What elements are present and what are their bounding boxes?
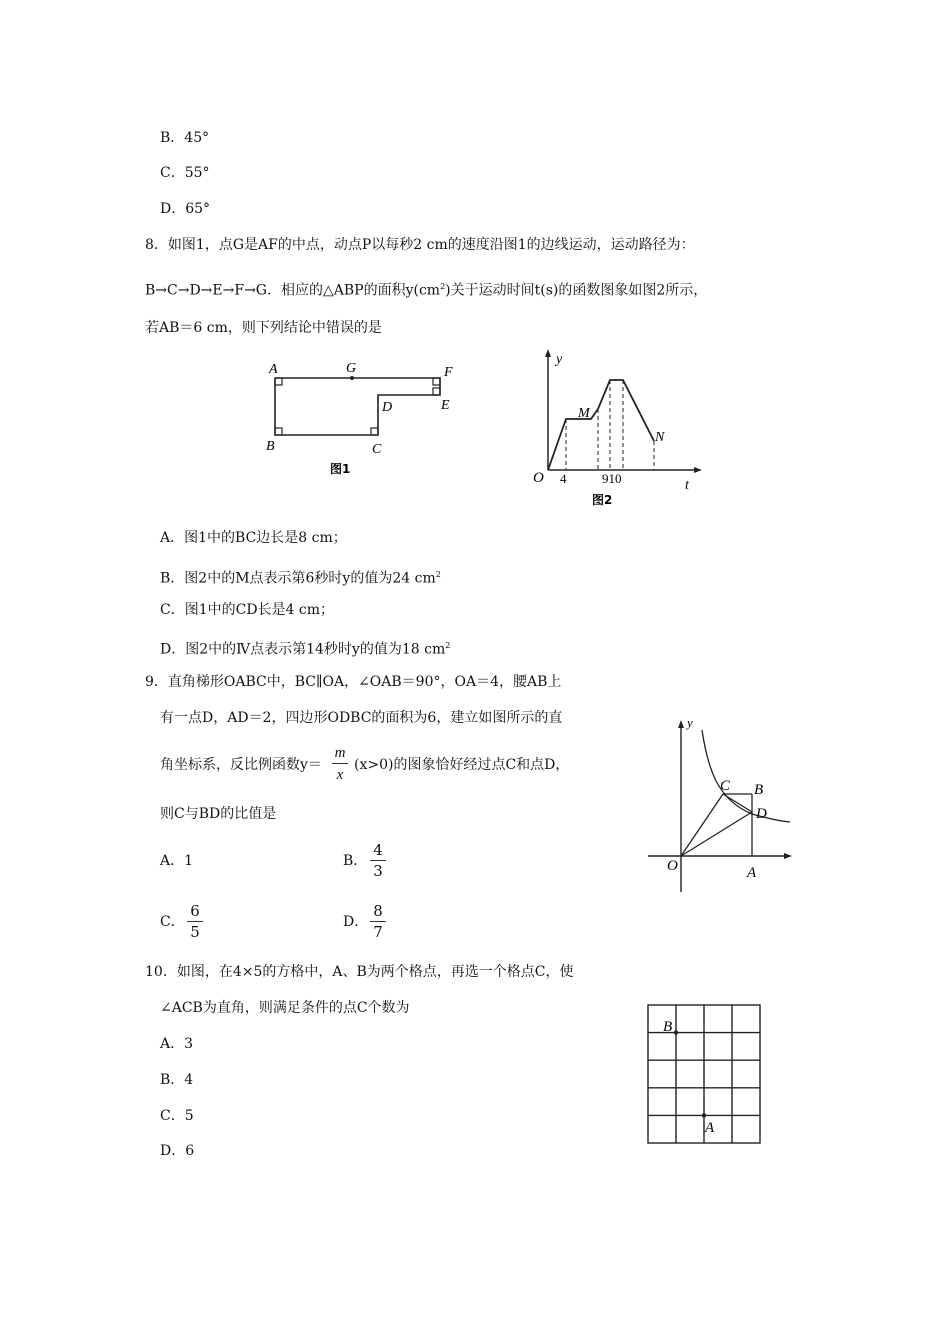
q9-b-den: 3: [373, 862, 383, 880]
fig2-label-t: t: [685, 478, 689, 493]
q8-option-d-sup: 2: [445, 641, 451, 650]
q8-stem-line1: 8．如图1，点G是AF的中点，动点P以每秒2 cm的速度沿图1的边线运动，运动路径为：: [145, 237, 695, 253]
q8-option-b: [160, 565, 441, 589]
fig2-label-o: O: [533, 470, 544, 486]
q10-label-a: A: [705, 1120, 715, 1136]
q10-option-d: D．6: [160, 1143, 195, 1159]
q9-y-arrow: [678, 720, 684, 728]
q9-label-o: O: [667, 858, 678, 874]
q9-x-arrow: [784, 853, 792, 859]
q9-stem-line3a: 角坐标系，反比例函数y＝: [160, 757, 322, 773]
fig2-y-arrow: [545, 349, 551, 357]
q9-label-y: y: [687, 715, 693, 730]
fig1-label-f: F: [444, 365, 453, 380]
fig2-label-n: N: [655, 430, 665, 445]
fig1-label-g: G: [346, 361, 357, 376]
fig1-right-angle-a: [275, 378, 282, 385]
fig2-label-y: y: [556, 352, 563, 367]
fig2-caption: 图2: [592, 493, 613, 507]
q9-option-a: A．1: [160, 853, 194, 869]
fig1-label-d: D: [382, 400, 393, 415]
q10-point-a: [702, 1113, 706, 1117]
fig1-right-angle-f: [433, 378, 440, 385]
q10-stem-line2: ∠ACB为直角，则满足条件的点C个数为: [160, 1000, 410, 1016]
q10-stem-line1: 10．如图，在4×5的方格中，A、B为两个格点，再选一个格点C，使: [145, 964, 574, 980]
q9-c-den: 5: [190, 923, 200, 941]
fig2-tick-4: 4: [560, 471, 567, 486]
fig2-graph: [548, 380, 654, 470]
q8-option-a: A．图1中的BC边长是8 cm；: [160, 530, 347, 546]
q8-stem-line2-a: B→C→D→E→F→G．相应的△ABP的面积y(cm: [145, 282, 441, 299]
q9-segment-od: [681, 812, 752, 856]
fig2-label-m: M: [578, 406, 590, 421]
q9-d-den: 7: [373, 923, 383, 941]
q10-grid-figure: [640, 1000, 765, 1148]
fig1-right-angle-e: [433, 388, 440, 395]
q9-fraction-m-over-x: [330, 743, 350, 784]
q9-label-a: A: [747, 865, 757, 881]
q8-option-b-text: B．图2中的M点表示第6秒时y的值为24 cm: [160, 570, 436, 587]
q8-stem-line3: 若AB＝6 cm，则下列结论中错误的是: [145, 320, 382, 336]
q9-option-d-prefix: D．: [343, 914, 369, 930]
q8-stem-line2-b: )关于运动时间t(s)的函数图象如图2所示，: [445, 282, 708, 299]
fig2-tick-910: 910: [602, 471, 622, 486]
q9-option-b-fraction: [368, 841, 388, 880]
fig1-outline: [275, 378, 440, 435]
q8-superscript: 2: [440, 282, 446, 291]
q8-stem-line2: [145, 277, 707, 301]
q9-option-d-fraction: [368, 902, 388, 941]
q9-label-d: D: [756, 806, 767, 822]
fig1-label-e: E: [441, 398, 450, 413]
q10-option-a: A．3: [160, 1036, 194, 1052]
q10-option-b: B．4: [160, 1072, 194, 1088]
q9-label-c: C: [720, 778, 731, 794]
fig1-caption: 图1: [330, 462, 351, 476]
fig1-label-a: A: [269, 362, 278, 377]
q9-frac-den: x: [336, 767, 344, 783]
q8-option-c: C．图1中的CD长是4 cm；: [160, 602, 335, 618]
q10-option-c: C．5: [160, 1108, 194, 1124]
fig1-right-angle-c: [371, 428, 378, 435]
q7-option-d: D．65°: [160, 201, 211, 217]
q9-option-b-prefix: B．: [343, 853, 368, 869]
q7-option-b: B．45°: [160, 130, 210, 146]
q9-stem-line1: 9．直角梯形OABC中，BC∥OA，∠OAB＝90°，OA＝4，腰AB上: [145, 674, 562, 690]
fig2-t-arrow: [694, 467, 702, 473]
q7-option-c: C．55°: [160, 165, 210, 181]
fig1-point-g: [350, 376, 354, 380]
fig1-right-angle-b: [275, 428, 282, 435]
q9-label-b: B: [754, 782, 764, 798]
q9-segment-cd: [723, 794, 752, 812]
q9-stem-line3b: (x>0)的图象恰好经过点C和点D，: [354, 757, 570, 773]
q9-option-c-prefix: C．: [160, 914, 185, 930]
q8-figure-2: [530, 345, 710, 510]
q9-option-c-fraction: [185, 902, 205, 941]
q9-d-num: 8: [373, 902, 383, 920]
fig1-label-b: B: [266, 439, 275, 454]
q9-frac-num: m: [334, 745, 346, 761]
q9-c-num: 6: [190, 902, 200, 920]
fig1-label-c: C: [372, 442, 382, 457]
q10-label-b: B: [663, 1019, 673, 1035]
q8-figure-1: [260, 355, 470, 485]
q8-option-d: [160, 636, 450, 660]
q10-point-b: [674, 1030, 678, 1034]
q9-segment-oc: [681, 794, 723, 856]
q9-stem-line4: 则C与BD的比值是: [160, 806, 277, 822]
q9-figure: [640, 710, 805, 900]
q9-stem-line2: 有一点D，AD＝2，四边形ODBC的面积为6，建立如图所示的直: [160, 710, 563, 726]
q8-option-d-text: D．图2中的Ⅳ点表示第14秒时y的值为18 cm: [160, 641, 446, 658]
q8-option-b-sup: 2: [435, 570, 441, 579]
q9-b-num: 4: [373, 841, 383, 859]
